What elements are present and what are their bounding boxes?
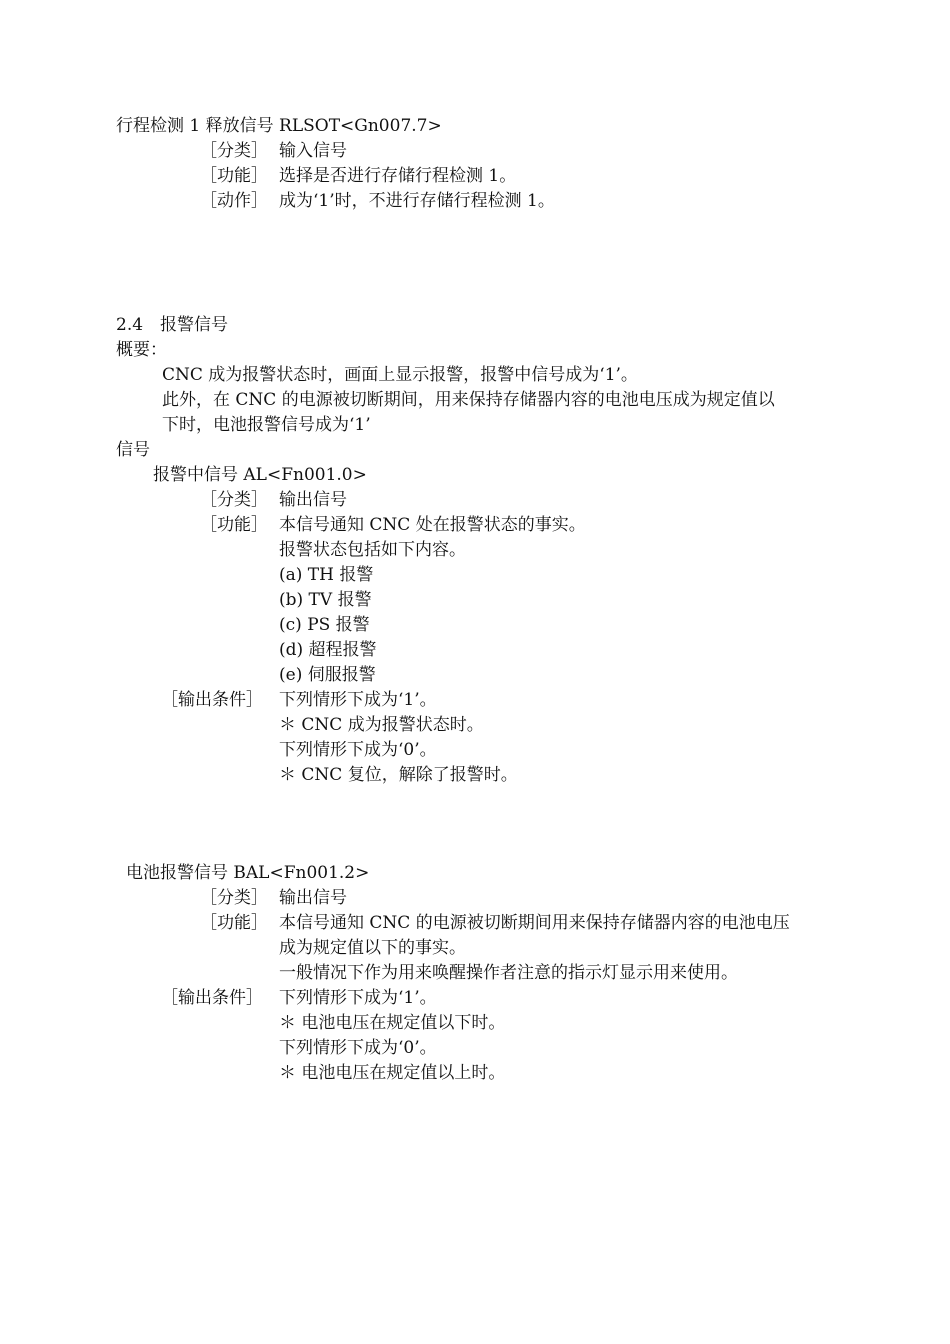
signal-title-al: 报警中信号 AL<Fn001.0> <box>153 465 367 485</box>
function-line: 一般情况下作为用来唤醒操作者注意的指示灯显示用来使用。 <box>279 963 738 983</box>
output-condition-line: 下列情形下成为‘1’。 <box>279 988 437 1008</box>
action-value: 成为‘1’时，不进行存储行程检测 1。 <box>279 191 555 211</box>
section-title-rlsot: 行程检测 1 释放信号 RLSOT<Gn007.7> <box>116 116 442 136</box>
alarm-item: (b) TV 报警 <box>279 590 372 610</box>
category-value: 输出信号 <box>279 888 347 908</box>
overview-paragraph-1: CNC 成为报警状态时，画面上显示报警，报警中信号成为‘1’。 <box>162 365 638 385</box>
output-condition-line: 下列情形下成为‘0’。 <box>279 740 437 760</box>
alarm-item: (a) TH 报警 <box>279 565 374 585</box>
function-line: 成为规定值以下的事实。 <box>279 938 466 958</box>
overview-paragraph-2-line-2: 下时，电池报警信号成为‘1’ <box>162 415 371 435</box>
function-value: 选择是否进行存储行程检测 1。 <box>279 166 517 186</box>
section-heading-alarm: 2.4 报警信号 <box>116 315 229 335</box>
function-label: ［功能］ <box>200 166 268 186</box>
output-condition-line: ＊ 电池电压在规定值以下时。 <box>279 1013 506 1033</box>
output-condition-label: ［输出条件］ <box>161 690 263 710</box>
output-condition-line: 下列情形下成为‘1’。 <box>279 690 437 710</box>
alarm-item: (c) PS 报警 <box>279 615 370 635</box>
output-condition-line: ＊ 电池电压在规定值以上时。 <box>279 1063 506 1083</box>
overview-paragraph-2-line-1: 此外，在 CNC 的电源被切断期间，用来保持存储器内容的电池电压成为规定值以 <box>162 390 775 410</box>
function-line: 本信号通知 CNC 处在报警状态的事实。 <box>279 515 586 535</box>
output-condition-line: ＊ CNC 复位，解除了报警时。 <box>279 765 518 785</box>
category-label: ［分类］ <box>200 141 268 161</box>
alarm-item: (e) 伺服报警 <box>279 665 376 685</box>
category-value: 输出信号 <box>279 490 347 510</box>
signal-label: 信号 <box>116 440 150 460</box>
signal-title-bal: 电池报警信号 BAL<Fn001.2> <box>126 863 370 883</box>
alarm-item: (d) 超程报警 <box>279 640 377 660</box>
output-condition-line: ＊ CNC 成为报警状态时。 <box>279 715 484 735</box>
output-condition-line: 下列情形下成为‘0’。 <box>279 1038 437 1058</box>
category-label: ［分类］ <box>200 888 268 908</box>
overview-label: 概要： <box>116 340 167 360</box>
category-label: ［分类］ <box>200 490 268 510</box>
category-value: 输入信号 <box>279 141 347 161</box>
function-label: ［功能］ <box>200 515 268 535</box>
output-condition-label: ［输出条件］ <box>161 988 263 1008</box>
function-line: 报警状态包括如下内容。 <box>279 540 466 560</box>
action-label: ［动作］ <box>200 191 268 211</box>
function-line: 本信号通知 CNC 的电源被切断期间用来保持存储器内容的电池电压 <box>279 913 790 933</box>
function-label: ［功能］ <box>200 913 268 933</box>
